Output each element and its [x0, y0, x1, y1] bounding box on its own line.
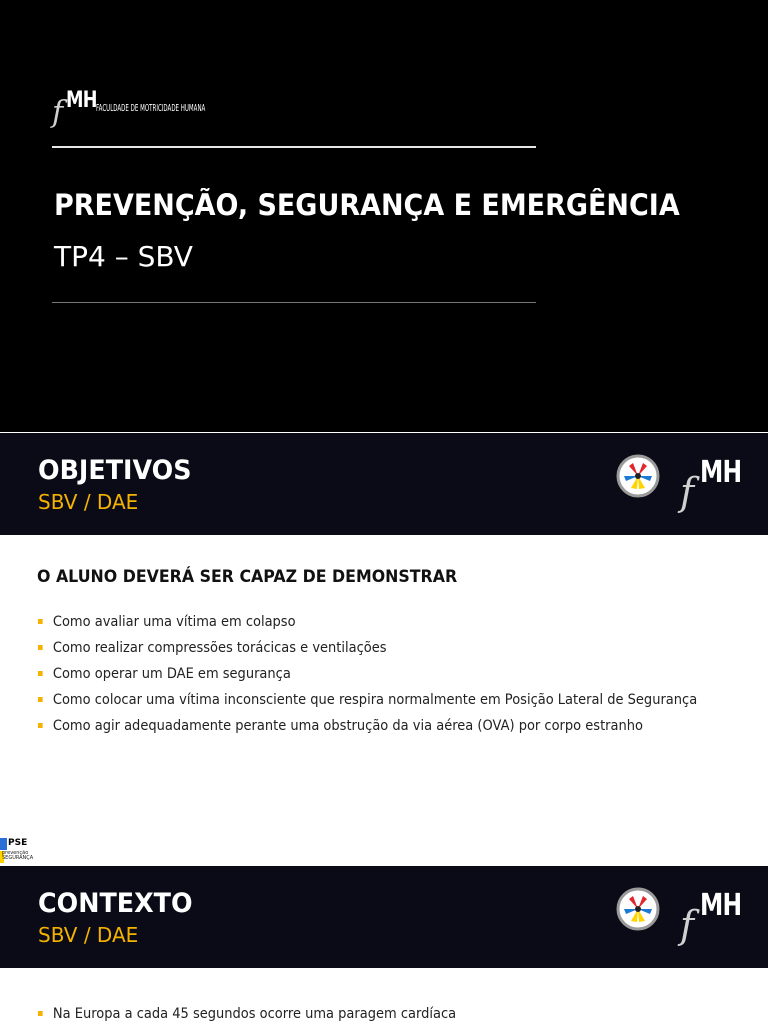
section-title: CONTEXTO [38, 888, 193, 919]
divider-top [52, 146, 536, 148]
objetivos-header [0, 433, 768, 535]
logo-letters: MH [700, 888, 742, 923]
bullet-square-icon [38, 619, 43, 624]
list-item: Como avaliar uma vítima em colapso [38, 612, 697, 638]
logo-script-letter: f [680, 903, 695, 947]
slide-title: PREVENÇÃO, SEGURANÇA E EMERGÊNCIA [54, 188, 680, 222]
context-list [38, 1004, 488, 1030]
bullet-square-icon [38, 645, 43, 650]
bullet-square-icon [38, 1011, 43, 1016]
fmh-logo [680, 888, 742, 948]
fmh-logo [680, 455, 742, 515]
section-title: OBJETIVOS [38, 455, 192, 486]
objectives-list [38, 612, 747, 742]
bullet-square-icon [38, 723, 43, 728]
list-item: Como realizar compressões torácicas e ventilações [38, 638, 697, 664]
logo-subtitle: FACULDADE DE MOTRICIDADE HUMANA [96, 103, 206, 114]
pse-logo-block [0, 838, 7, 850]
list-item: Como agir adequadamente perante uma obstrução da via aérea (OVA) por corpo estranho [38, 716, 697, 742]
contexto-header [0, 866, 768, 968]
divider-bottom [52, 302, 536, 303]
pse-logo [0, 838, 40, 864]
fmh-logo [52, 88, 212, 132]
bullet-square-icon [38, 671, 43, 676]
pse-logo-line3: SEGURANÇA [2, 855, 34, 861]
list-item: Como operar um DAE em segurança [38, 664, 697, 690]
slide-subtitle: TP4 – SBV [54, 240, 193, 273]
section-subtitle: SBV / DAE [38, 923, 139, 947]
section-subtitle: SBV / DAE [38, 490, 139, 514]
logo-letters: MH [66, 88, 97, 113]
bullet-square-icon [38, 697, 43, 702]
list-item: Na Europa a cada 45 segundos ocorre uma paragem cardíaca [38, 1004, 456, 1030]
emergency-badge-icon [616, 454, 660, 498]
logo-script-letter: f [52, 95, 64, 130]
pse-logo-line2: prevenção [2, 850, 29, 856]
title-slide [0, 0, 768, 432]
emergency-badge-icon [616, 887, 660, 931]
pse-logo-text: PSE [8, 838, 28, 848]
logo-letters: MH [700, 455, 742, 490]
list-item: Como colocar uma vítima inconsciente que respira normalmente em Posição Lateral de Segurança [38, 690, 697, 716]
logo-script-letter: f [680, 470, 695, 514]
section-heading: O ALUNO DEVERÁ SER CAPAZ DE DEMONSTRAR [37, 567, 458, 587]
